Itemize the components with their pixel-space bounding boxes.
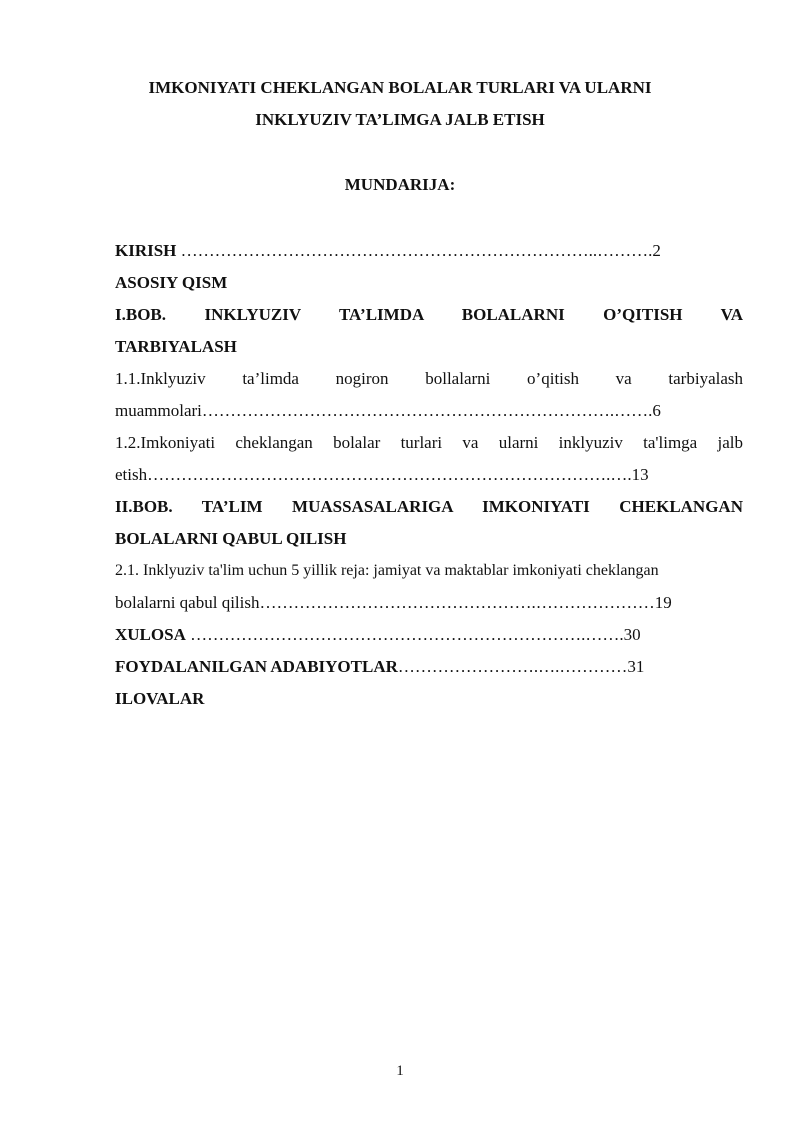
toc-kirish-label: KIRISH xyxy=(115,241,177,260)
document-title-line-1: IMKONIYATI CHEKLANGAN BOLALAR TURLARI VA ULARNI xyxy=(148,78,652,97)
table-of-contents xyxy=(115,235,743,715)
toc-entry-section-2-1-line1: 2.1. Inklyuziv ta'lim uchun 5 yillik reja: jamiyat va maktablar imkoniyati cheklangan xyxy=(115,562,659,579)
page-number: 1 xyxy=(396,1063,404,1079)
toc-entry-section-1-1-line2: muammolari……………………………………………………………….…….6 xyxy=(115,401,661,420)
toc-entry-asosiy: ASOSIY QISM xyxy=(115,273,228,292)
toc-entry-xulosa xyxy=(115,619,743,651)
contents-heading: MUNDARIJA: xyxy=(344,175,456,194)
toc-entry-adabiyotlar xyxy=(115,651,743,683)
toc-entry-bob2-line2: BOLALARNI QABUL QILISH xyxy=(115,529,347,548)
toc-xulosa-label: XULOSA xyxy=(115,625,186,644)
toc-kirish-leader: ………………………………………………………………..……….2 xyxy=(176,241,661,260)
toc-entry-bob1-line2: TARBIYALASH xyxy=(115,337,237,356)
toc-xulosa-leader: …………………………………………………………….…….30 xyxy=(185,625,641,644)
document-title-line-2: INKLYUZIV TA’LIMGA JALB ETISH xyxy=(255,110,545,129)
toc-entry-ilovalar: ILOVALAR xyxy=(115,689,205,708)
toc-entry-kirish xyxy=(115,235,743,267)
toc-entry-bob1-line1: I.BOB. INKLYUZIV TA’LIMDA BOLALARNI O’QITISH VA xyxy=(115,305,743,324)
toc-entry-section-1-2-line1: 1.2.Imkoniyati cheklangan bolalar turlari va ularni inklyuziv ta'limga jalb xyxy=(115,433,743,452)
toc-adabiyotlar-leader: …………………….….…………31 xyxy=(397,657,645,676)
toc-entry-bob2-line1: II.BOB. TA’LIM MUASSASALARIGA IMKONIYATI CHEKLANGAN xyxy=(115,497,743,516)
toc-entry-section-1-2-line2: etish……………………………………………………………………….….13 xyxy=(115,465,649,484)
toc-entry-section-1-1-line1: 1.1.Inklyuziv ta’limda nogiron bollalarni o’qitish va tarbiyalash xyxy=(115,369,743,388)
toc-adabiyotlar-label: FOYDALANILGAN ADABIYOTLAR xyxy=(115,657,398,676)
toc-entry-section-2-1-line2: bolalarni qabul qilish………………………………………….…………………19 xyxy=(115,593,672,612)
